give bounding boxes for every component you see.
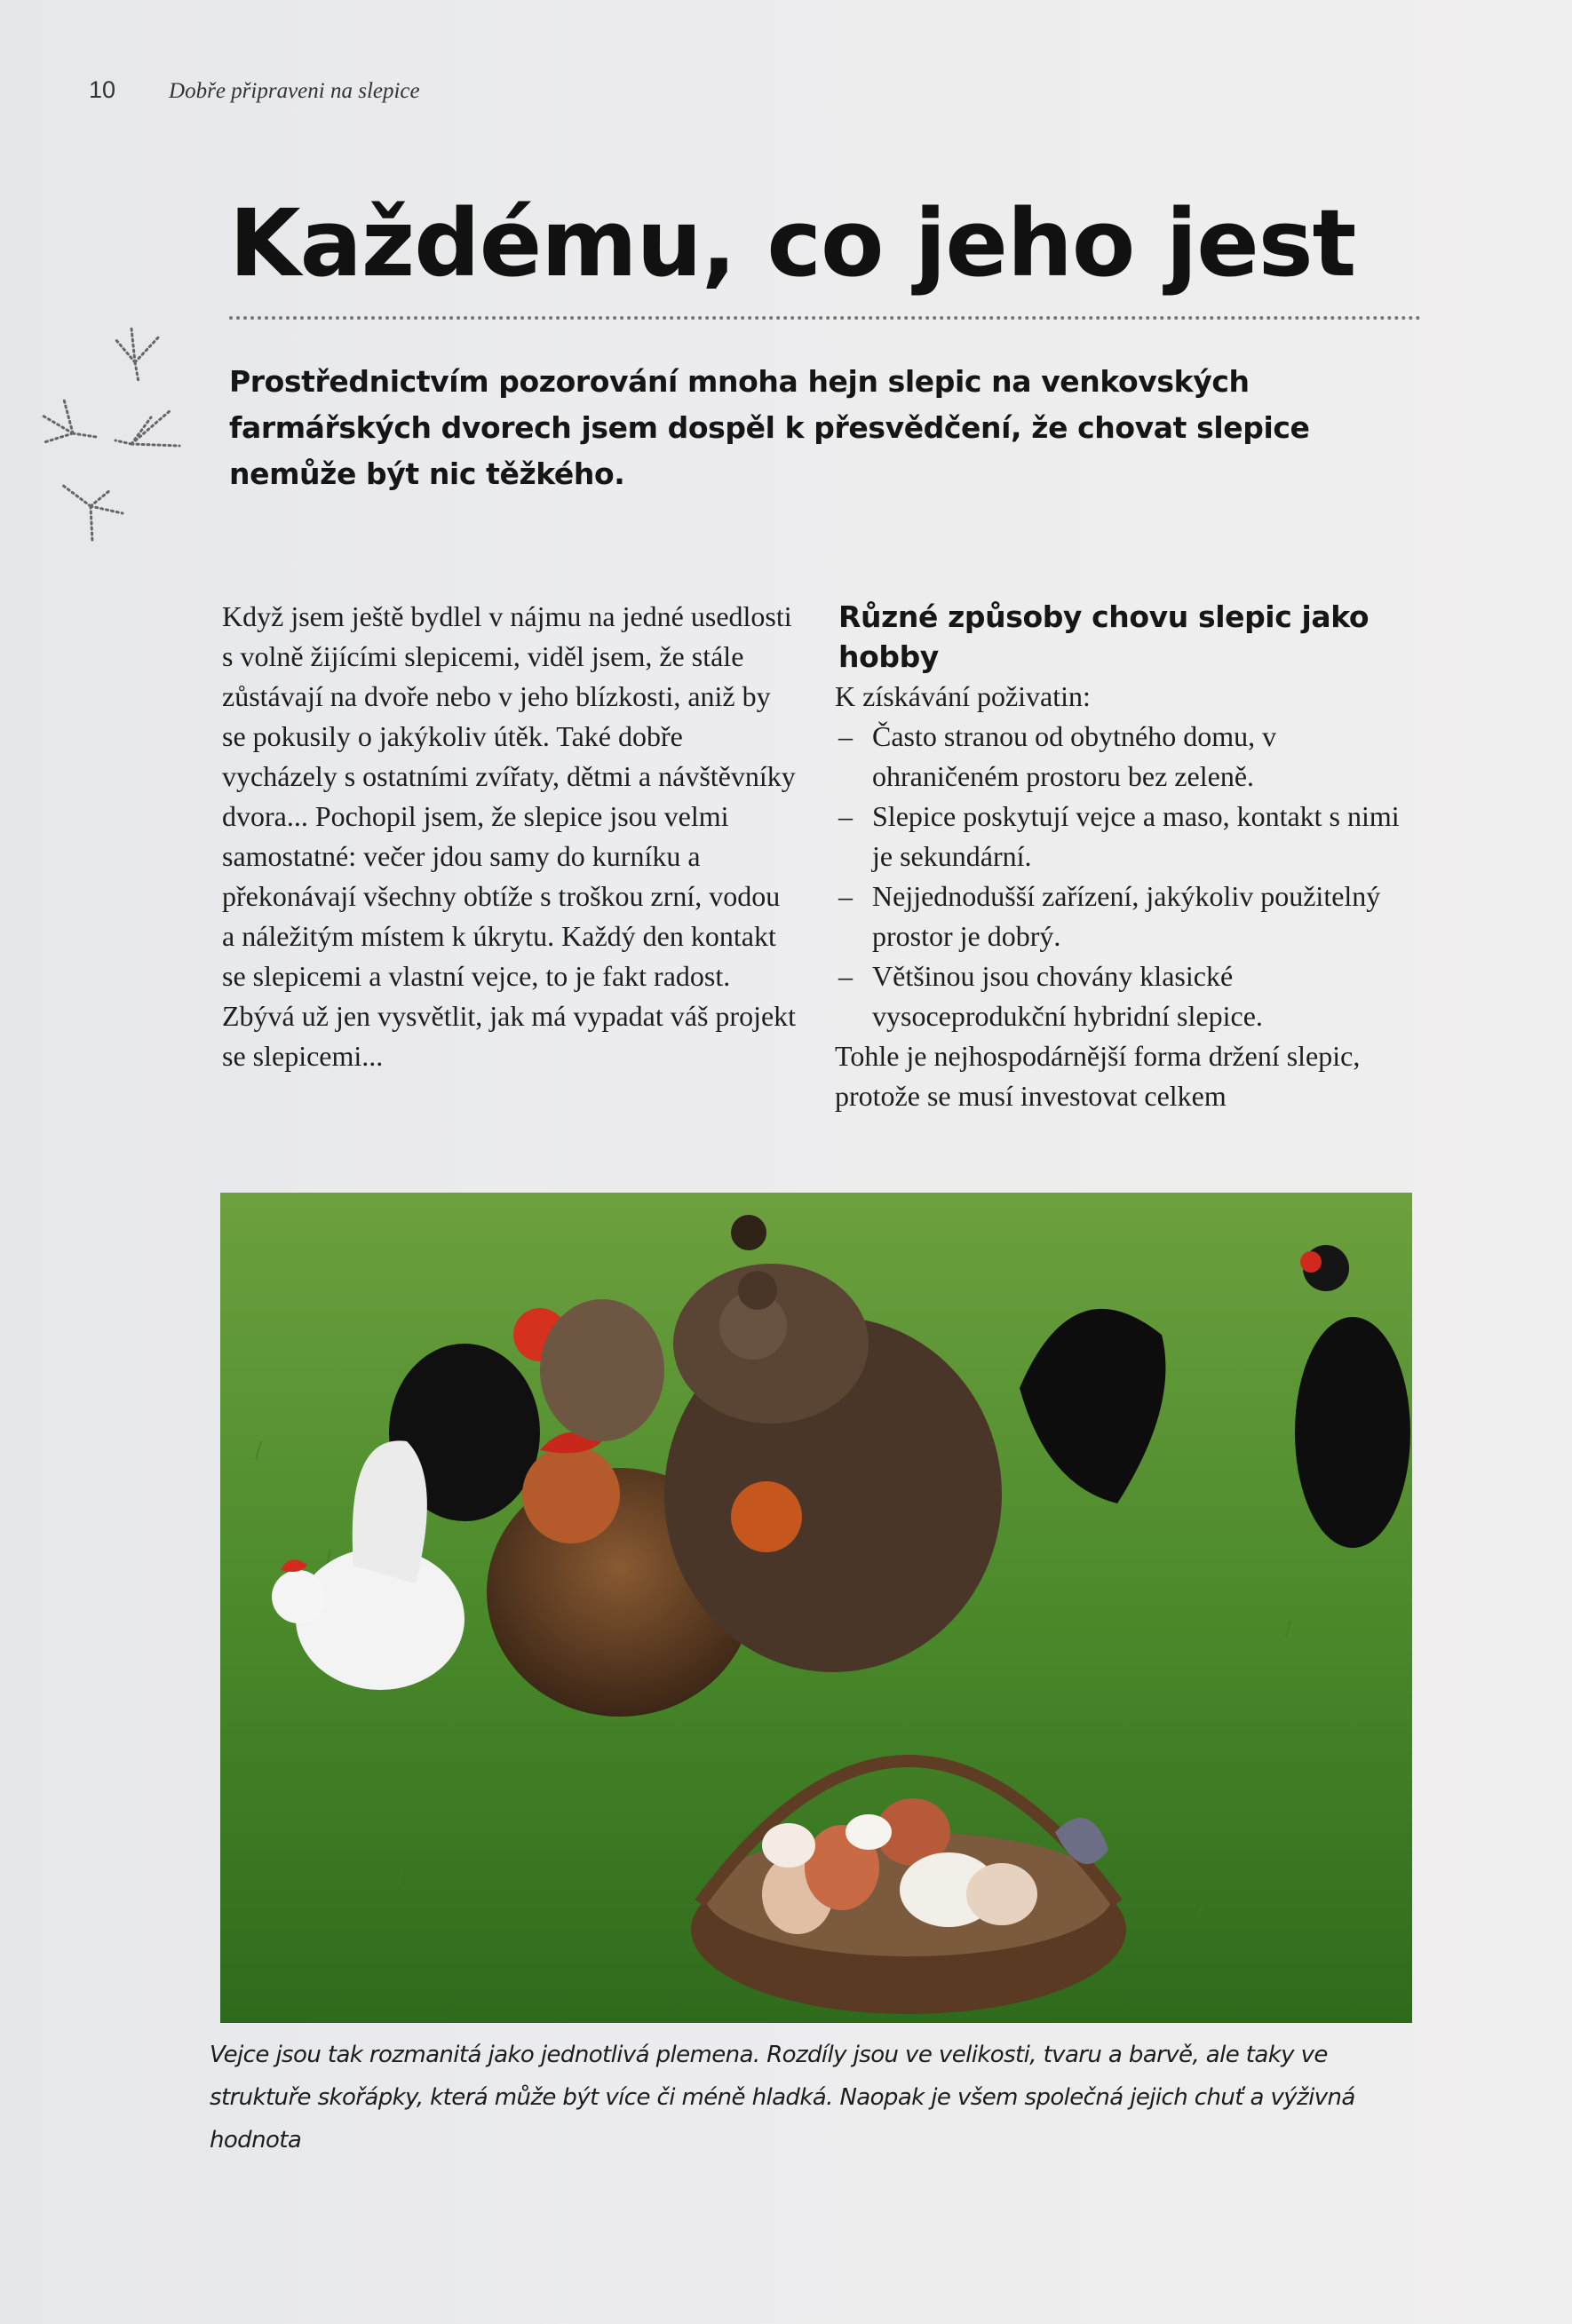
left-column: [222, 597, 799, 1076]
bullet-item: – Nejjednodušší zařízení, jakýkoliv použitelný prostor je dobrý.: [835, 876, 1421, 956]
dotted-divider: [229, 316, 1421, 320]
photo-caption: Vejce jsou tak rozmanitá jako jednotlivá plemena. Rozdíly jsou ve velikosti, tvaru a barvě, ale taky ve struktuře skořápky, která může být více či méně hladká. Naopak je všem společná jejich chuť a výživná hodnota: [210, 2042, 1355, 2153]
section-outro: Tohle je nejhospodárnější forma držení slepic, protože se musí investovat celkem: [835, 1040, 1361, 1112]
chickens-photo: [220, 1193, 1412, 2023]
lead-paragraph: Prostřednictvím pozorování mnoha hejn slepic na venkovských farmářských dvorech jsem dospěl k přesvědčení, že chovat slepice nemůže být nic těžkého.: [229, 364, 1310, 491]
section-heading: Různé způsoby chovu slepic jako hobby: [838, 599, 1370, 674]
bullet-list: [835, 717, 1421, 1036]
bullet-item: – Většinou jsou chovány klasické vysoceprodukční hybridní slepice.: [835, 956, 1421, 1036]
left-column-text: Když jsem ještě bydlel v nájmu na jedné usedlosti s volně žijícími slepicemi, viděl jsem, že stále zůstávají na dvoře nebo v jeho blízkosti, aniž by se pokusily o jakýkoliv útěk. Také dobře vycházely s ostatními zvířaty, dětmi a návštěvníky dvora... Pochopil jsem, že slepice jsou velmi samostatné: večer jdou samy do kurníku a překonávají všechny obtíže s troškou zrní, vodou a náležitým místem k úkrytu. Každý den kontakt se slepicemi a vlastní vejce, to je fakt radost. Zbývá už jen vysvětlit, jak má vypadat váš projekt se slepicemi...: [222, 600, 797, 1072]
right-column: [835, 597, 1421, 1116]
bullet-item: – Slepice poskytují vejce a maso, kontakt s nimi je sekundární.: [835, 797, 1421, 876]
page-title: Každému, co jeho jest: [229, 189, 1356, 297]
section-intro: K získávání poživatin:: [835, 680, 1091, 712]
chicken-footprints-decoration: [27, 284, 204, 568]
running-title: Dobře připraveni na slepice: [169, 79, 420, 103]
page-number: 10: [89, 76, 116, 103]
page-header: [89, 76, 420, 104]
bullet-item: – Často stranou od obytného domu, v ohraničeném prostoru bez zeleně.: [835, 717, 1421, 797]
